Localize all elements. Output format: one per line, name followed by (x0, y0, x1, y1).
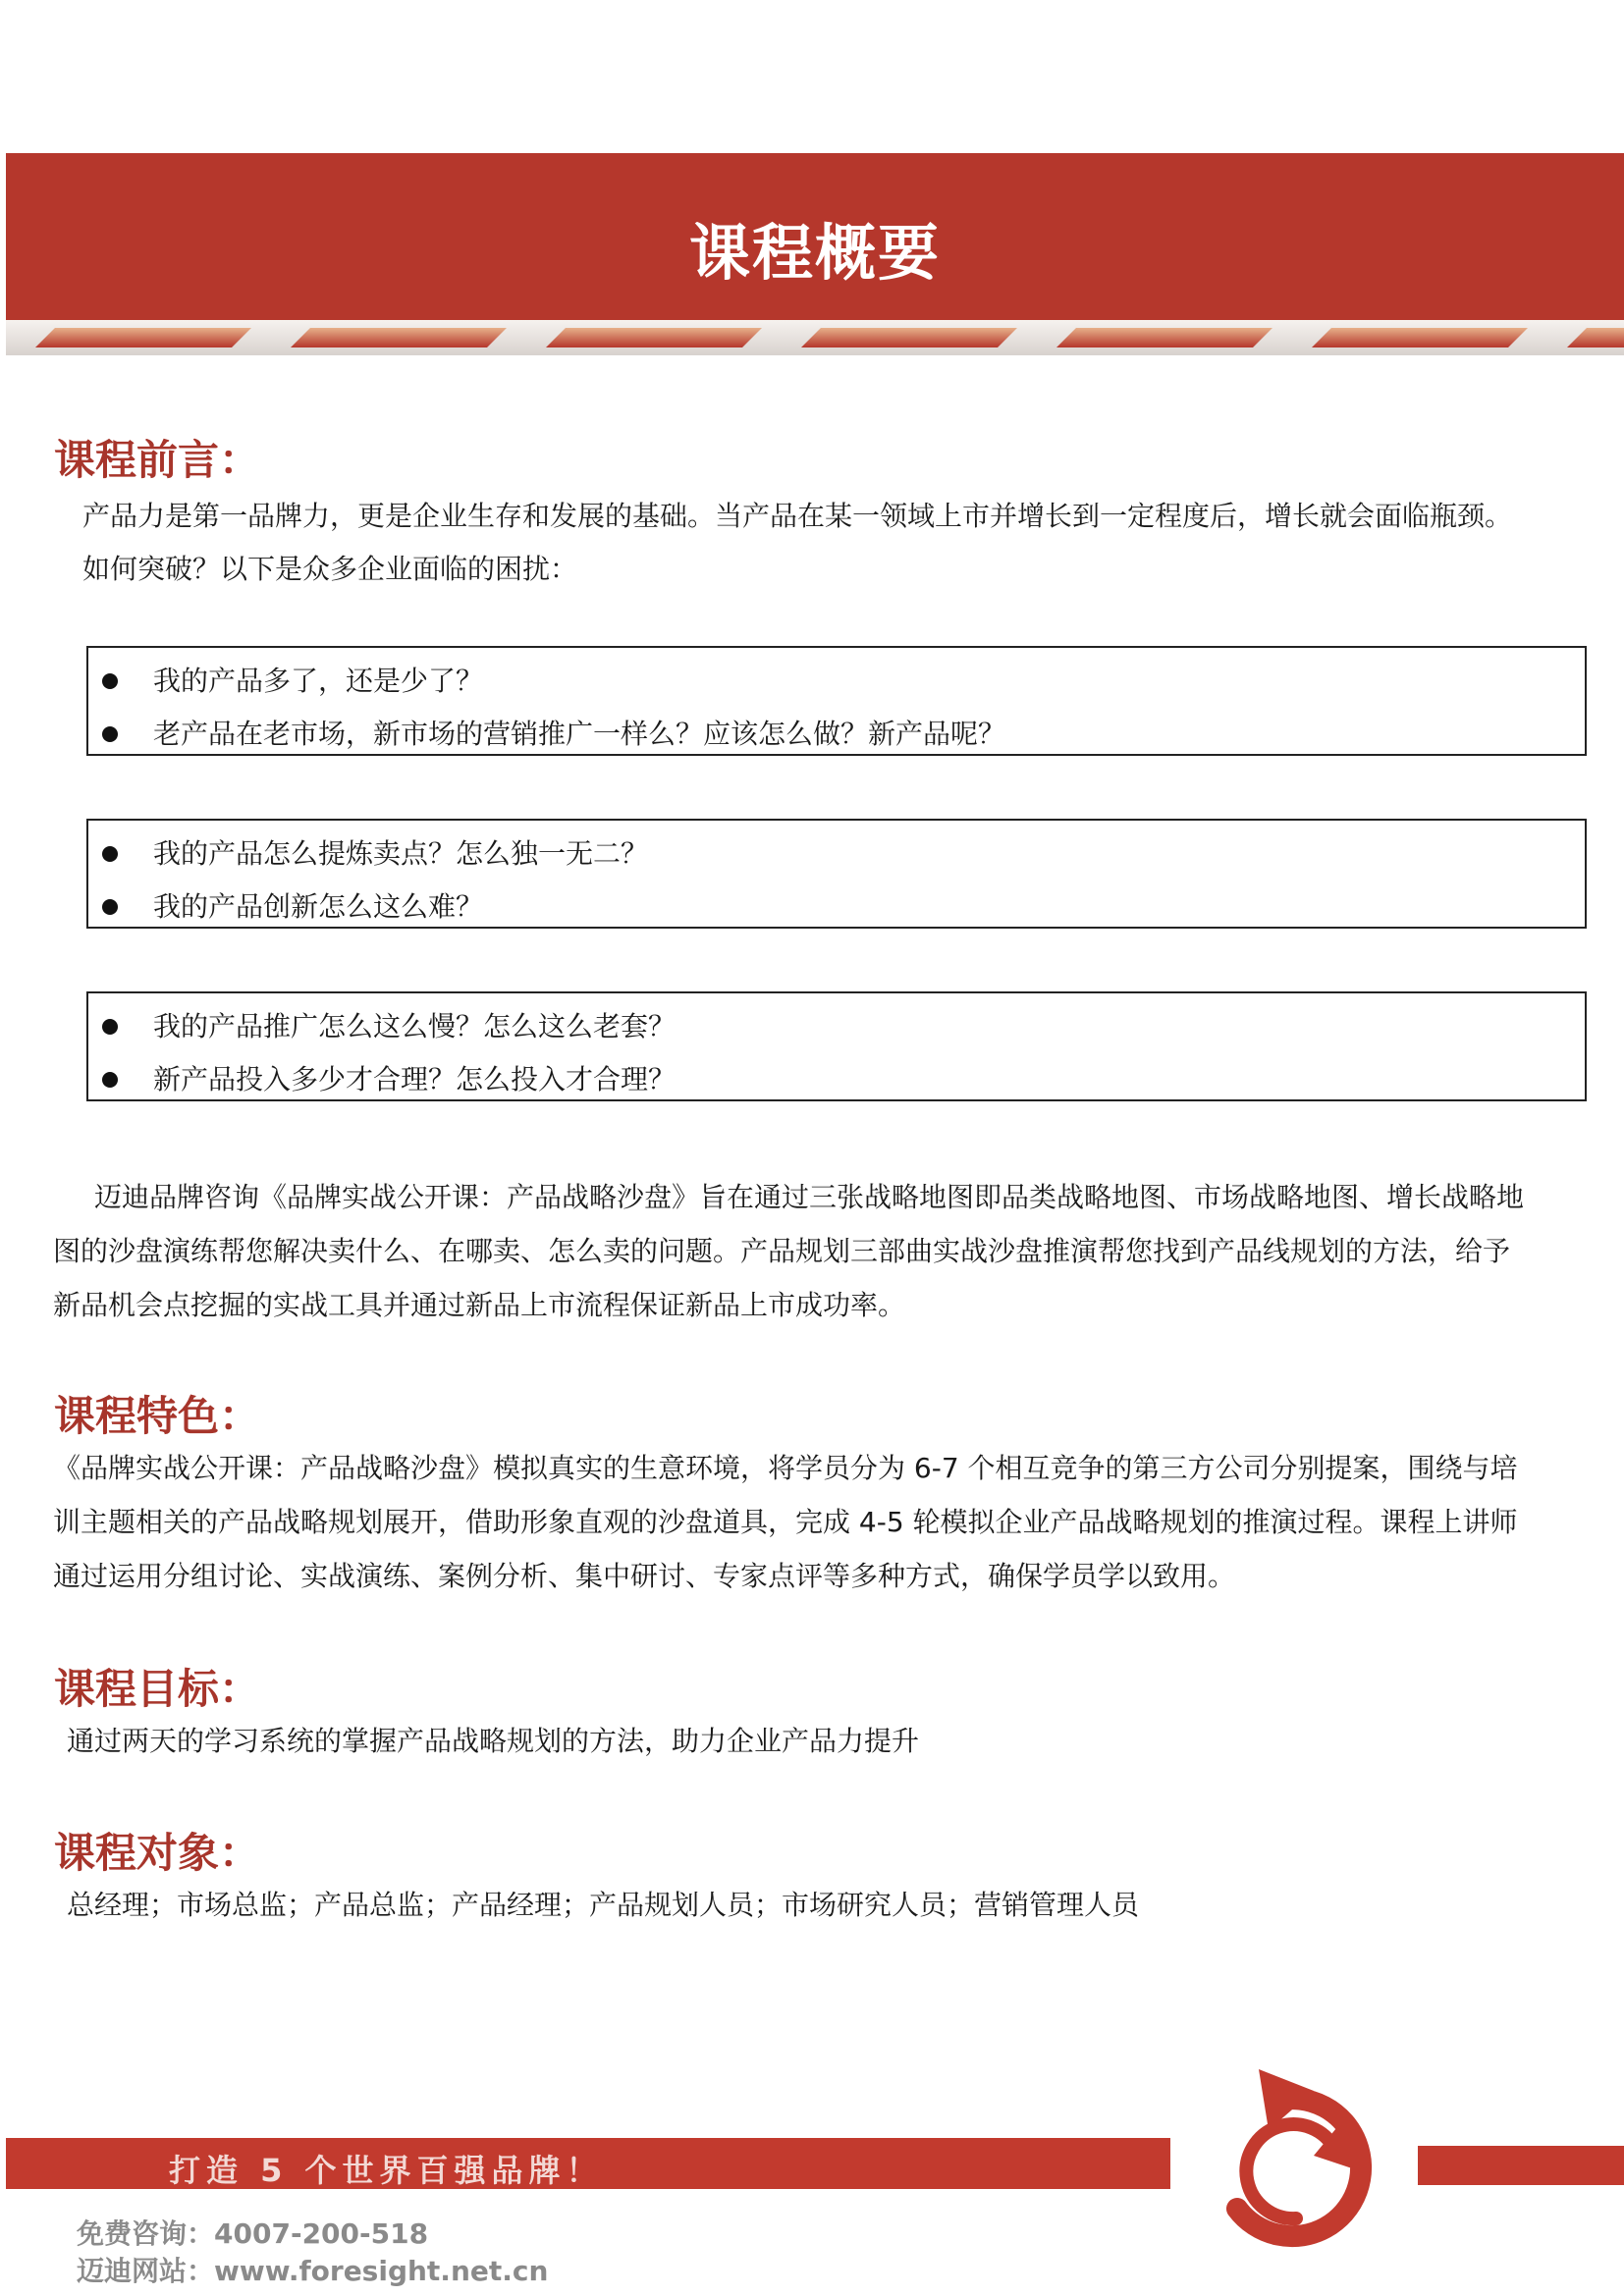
preface-heading: 课程前言： (54, 436, 261, 484)
list-item: 新产品投入多少才合理？怎么投入才合理？ (102, 1060, 676, 1099)
preface-intro-line2: 如何突破？以下是众多企业面临的困扰： (82, 553, 578, 585)
features-line3: 通过运用分组讨论、实战演练、案例分析、集中研讨、专家点评等多种方式，确保学员学以致用。 (53, 1560, 1236, 1592)
goals-heading: 课程目标： (54, 1665, 261, 1713)
bullet-icon (102, 846, 118, 862)
list-item: 我的产品创新怎么这么难？ (102, 887, 483, 927)
foresight-logo-icon (1198, 2061, 1394, 2268)
footer-bar-right (1418, 2146, 1624, 2185)
page-title: 课程概要 (688, 217, 941, 289)
features-heading: 课程特色： (54, 1392, 261, 1440)
footer-slogan: 打造 5 个世界百强品牌！ (169, 2152, 604, 2189)
bullet-icon (102, 899, 118, 915)
bullet-icon (102, 726, 118, 742)
list-item: 我的产品怎么提炼卖点？怎么独一无二？ (102, 834, 648, 874)
audience-text: 总经理；市场总监；产品总监；产品经理；产品规划人员；市场研究人员；营销管理人员 (67, 1889, 1140, 1921)
footer-phone: 免费咨询：4007-200-518 (77, 2217, 429, 2250)
list-item: 我的产品推广怎么这么慢？怎么这么老套？ (102, 1007, 676, 1046)
goals-text: 通过两天的学习系统的掌握产品战略规划的方法，助力企业产品力提升 (67, 1725, 920, 1757)
bullet-icon (102, 1072, 118, 1088)
title-banner (6, 153, 1624, 320)
preface-intro-line1: 产品力是第一品牌力，更是企业生存和发展的基础。当产品在某一领域上市并增长到一定程度后，增长就会面临瓶颈。 (82, 500, 1513, 532)
preface-summary-line3: 新品机会点挖掘的实战工具并通过新品上市流程保证新品上市成功率。 (53, 1289, 906, 1321)
footer-website: 迈迪网站：www.foresight.net.cn (77, 2255, 549, 2287)
bullet-icon (102, 673, 118, 689)
preface-summary-line2: 图的沙盘演练帮您解决卖什么、在哪卖、怎么卖的问题。产品规划三部曲实战沙盘推演帮您找到产品线规划的方法，给予 (53, 1235, 1511, 1267)
pain-point-box-3 (86, 991, 1587, 1101)
pain-point-box-1 (86, 646, 1587, 756)
bullet-icon (102, 1019, 118, 1035)
list-item: 老产品在老市场，新市场的营销推广一样么？应该怎么做？新产品呢？ (102, 715, 1005, 754)
list-item: 我的产品多了，还是少了？ (102, 662, 483, 701)
decorative-stripe (6, 320, 1624, 355)
features-line2: 训主题相关的产品战略规划展开，借助形象直观的沙盘道具，完成 4-5 轮模拟企业产品战略规划的推演过程。课程上讲师 (53, 1506, 1518, 1538)
preface-summary-line1: 迈迪品牌咨询《品牌实战公开课：产品战略沙盘》旨在通过三张战略地图即品类战略地图、市场战略地图、增长战略地 (94, 1181, 1525, 1213)
audience-heading: 课程对象： (54, 1829, 261, 1877)
features-line1: 《品牌实战公开课：产品战略沙盘》模拟真实的生意环境，将学员分为 6-7 个相互竞争的第三方公司分别提案，围绕与培 (53, 1452, 1518, 1484)
pain-point-box-2 (86, 819, 1587, 929)
